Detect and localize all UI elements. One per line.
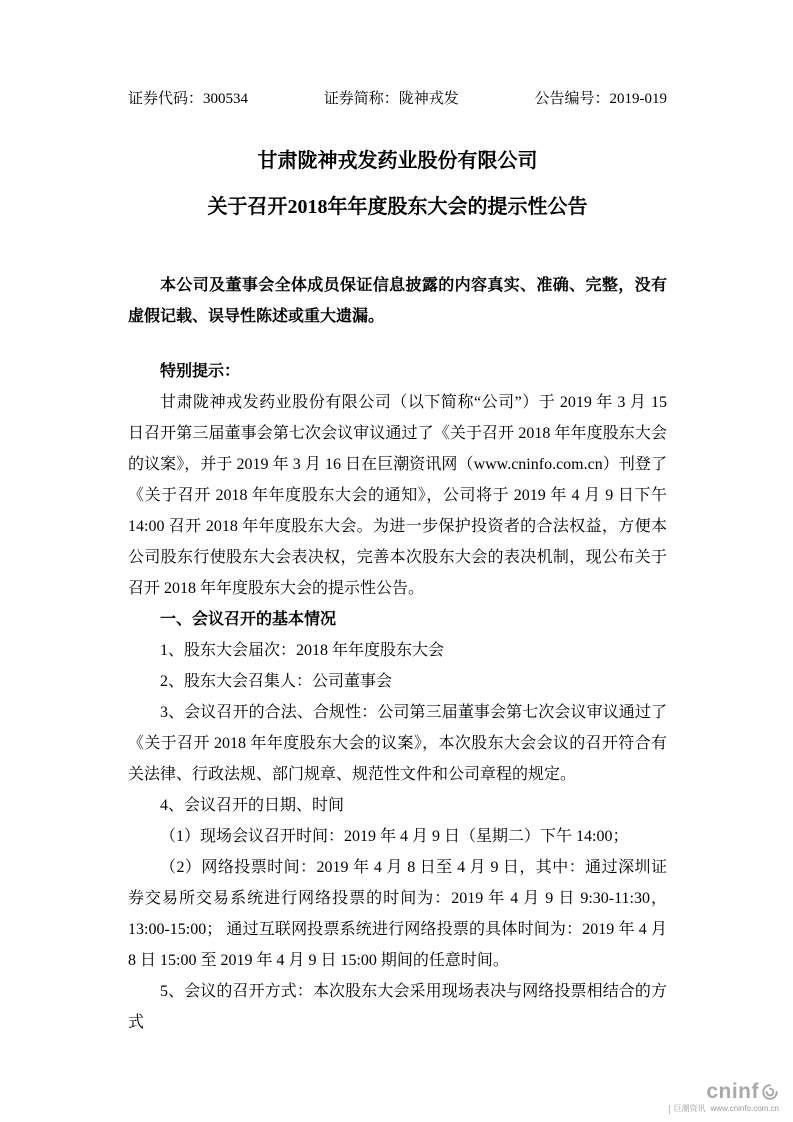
meeting-method-item: 5、会议的召开方式：本次股东大会采用现场表决与网络投票相结合的方式 bbox=[128, 983, 667, 1031]
cninfo-logo bbox=[669, 1080, 779, 1114]
cninfo-logo-subline bbox=[669, 1105, 779, 1114]
security-code: 证券代码：300534 bbox=[128, 91, 249, 107]
announcement-title: 关于召开2018年年度股东大会的提示性公告 bbox=[207, 196, 588, 218]
security-name: 证券简称：陇神戎发 bbox=[323, 91, 459, 107]
document-header bbox=[128, 88, 667, 110]
convener-item: 2、股东大会召集人：公司董事会 bbox=[160, 673, 393, 690]
intro-paragraph: 甘肃陇神戎发药业股份有限公司（以下简称“公司”）于 2019 年 3 月 15 日召开第三届董事会第七次会议审议通过了《关于召开 2018 年年度股东大会的议案》，并于 2019 年 3 月 16 日在巨潮资讯网（www.cninfo.com.cn）刊登了《关于召开 2018 年年度股东大会的通知》，公司将于 2019 年 4 月 9 日下午 14:00 召开 2018 年年度股东大会。为进一步保护投资者的合法权益，方便本公司股东行使股东大会表决权，完善本次股东大会的表决机制，现公布关于召开 2018 年年度股东大会的提示性公告。 bbox=[128, 394, 667, 597]
cninfo-logo-row bbox=[669, 1080, 779, 1103]
onsite-meeting-time-item: （1）现场会议召开时间：2019 年 4 月 9 日（星期二）下午 14:00； bbox=[160, 828, 629, 845]
cninfo-logo-text: cninf bbox=[706, 1080, 759, 1104]
document-body bbox=[128, 270, 667, 1038]
title-block bbox=[128, 138, 667, 230]
online-voting-time-item: （2）网络投票时间：2019 年 4 月 8 日至 4 月 9 日，其中：通过深圳证券交易所交易系统进行网络投票的时间为：2019 年 4 月 9 日 9:30-11:30，13:00-15:00； 通过互联网投票系统进行网络投票的具体时间为：2019 年 4 月 8 日 15:00 至 2019 年 4 月 9 日 15:00 期间的任意时间。 bbox=[128, 859, 667, 969]
legality-item: 3、会议召开的合法、合规性：公司第三届董事会第七次会议审议通过了《关于召开 2018 年年度股东大会的议案》，本次股东大会会议的召开符合有关法律、行政法规、部门规章、规范性文件和公司章程的规定。 bbox=[128, 704, 667, 783]
company-title: 甘肃陇神戎发药业股份有限公司 bbox=[257, 150, 538, 172]
date-time-item: 4、会议召开的日期、时间 bbox=[160, 797, 345, 814]
meeting-session-item: 1、股东大会届次：2018 年年度股东大会 bbox=[160, 642, 445, 659]
disclaimer-paragraph: 本公司及董事会全体成员保证信息披露的内容真实、准确、完整，没有虚假记载、误导性陈述或重大遗漏。 bbox=[128, 277, 667, 325]
cninfo-url: www.cninfo.com.cn bbox=[710, 1104, 779, 1114]
cninfo-swirl-icon bbox=[761, 1083, 779, 1101]
section1-heading: 一、会议召开的基本情况 bbox=[160, 611, 337, 628]
cninfo-chinese-name: 巨潮资讯 bbox=[669, 1105, 706, 1114]
special-notice-label: 特别提示： bbox=[160, 363, 241, 380]
announcement-number: 公告编号：2019-019 bbox=[534, 91, 667, 107]
